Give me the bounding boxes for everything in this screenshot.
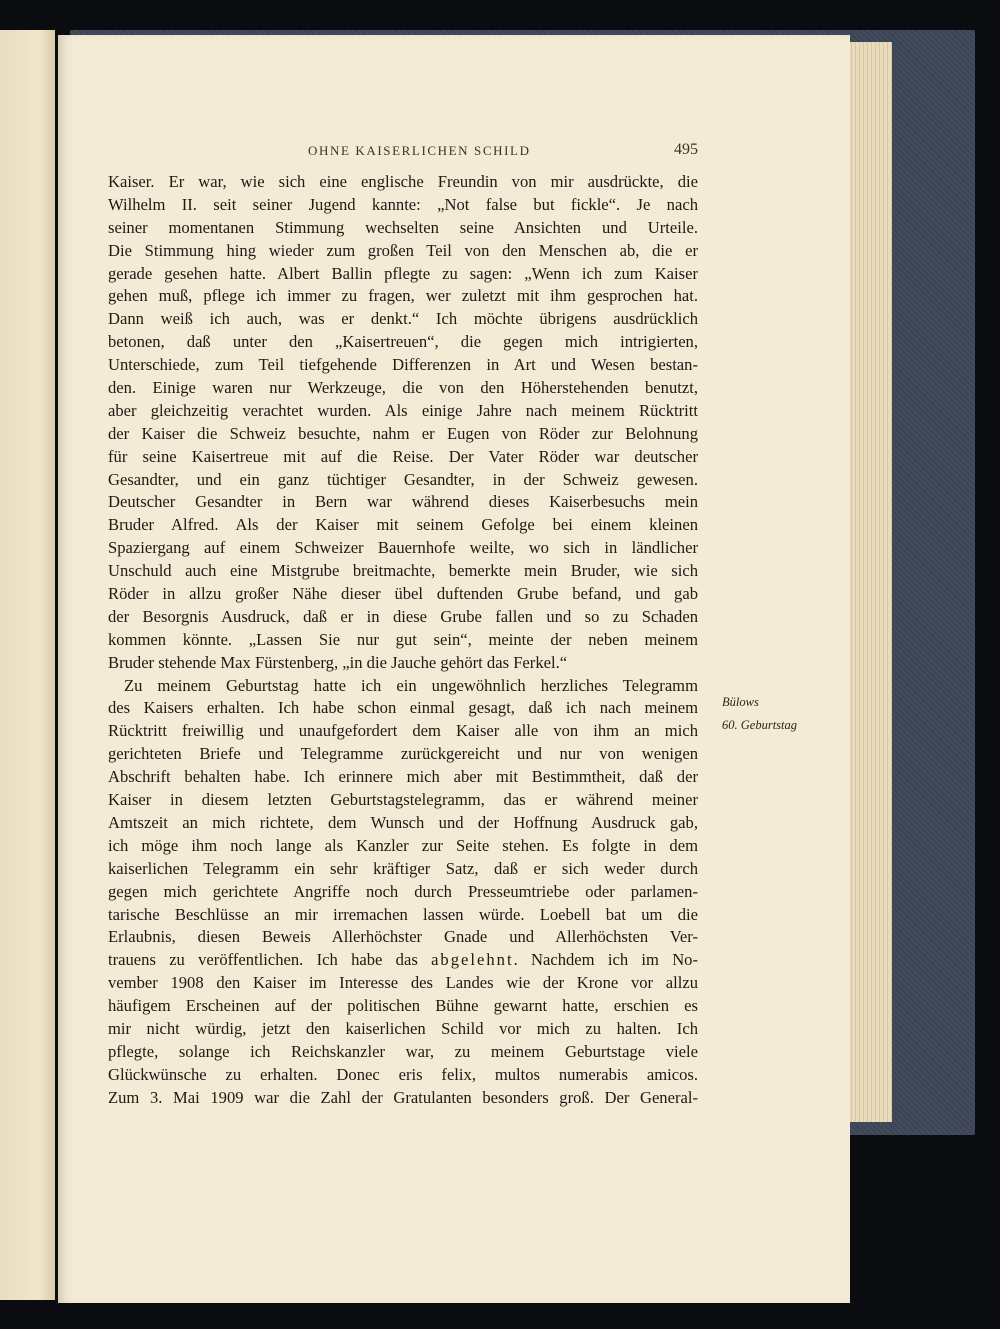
running-head — [108, 143, 698, 163]
text-line: tarische Beschlüsse an mir irremachen lassen würde. Loebell bat um die — [108, 904, 698, 924]
body-text — [108, 171, 698, 1110]
text-line: Die Stimmung hing wieder zum großen Teil von den Menschen ab, die er — [108, 240, 698, 260]
text-line: Abschrift behalten habe. Ich erinnere mich aber mit Bestimmtheit, daß der — [108, 767, 698, 787]
text-line: Unschuld auch eine Mistgrube breitmachte, bemerkte mein Bruder, wie sich — [108, 561, 698, 581]
text-line: gegen mich gerichtete Angriffe noch durch Presseumtriebe oder parlamen- — [108, 881, 698, 901]
text-line-emphasis — [108, 949, 698, 972]
text-line: vember 1908 den Kaiser im Interesse des Landes wie der Krone vor allzu — [108, 973, 698, 993]
text-line: pflegte, solange ich Reichskanzler war, zu meinem Geburtstage viele — [108, 1041, 698, 1061]
text-line: Spaziergang auf einem Schweizer Bauernhofe weilte, wo sich in ländlicher — [108, 538, 698, 558]
text-line: Gesandter, und ein ganz tüchtiger Gesandter, in der Schweiz gewesen. — [108, 469, 698, 489]
text-line: ich möge ihm noch lange als Kanzler zur Seite stehen. Es folgte in dem — [108, 835, 698, 855]
marginal-note-line: 60. Geburtstag — [722, 717, 797, 732]
text-line: des Kaisers erhalten. Ich habe schon einmal gesagt, daß ich nach meinem — [108, 698, 698, 718]
text-line: Bruder stehende Max Fürstenberg, „in die Jauche gehört das Ferkel.“ — [108, 652, 568, 672]
page-number: 495 — [674, 141, 698, 158]
text-line: gehen muß, pflege ich immer zu fragen, wer zuletzt mit ihm gesprochen hat. — [108, 286, 698, 306]
text-line: Rücktritt freiwillig und unaufgefordert dem Kaiser alle von ihm an mich — [108, 721, 698, 741]
facing-page-edge — [0, 30, 55, 1300]
text-line: Röder in allzu großer Nähe dieser übel duftenden Grube befand, und gab — [108, 584, 698, 604]
text-line: kommen könnte. „Lassen Sie nur gut sein“, meinte der neben meinem — [108, 629, 698, 649]
text-line: den. Einige waren nur Werkzeuge, die von den Höherstehenden benutzt, — [108, 378, 698, 398]
text-line: Zum 3. Mai 1909 war die Zahl der Gratulanten besonders groß. Der General- — [108, 1087, 698, 1107]
text-line: häufigem Erscheinen auf der politischen Bühne gewarnt hatte, erschien es — [108, 996, 698, 1016]
text-line: Dann weiß ich auch, was er denkt.“ Ich möchte übrigens ausdrücklich — [108, 309, 698, 329]
text-line: Kaiser in diesem letzten Geburtstagstelegramm, das er während meiner — [108, 790, 698, 810]
running-head-title: OHNE KAISERLICHEN SCHILD — [308, 143, 531, 158]
text-line: Amtszeit an mich richtete, dem Wunsch und der Hoffnung Ausdruck gab, — [108, 812, 698, 832]
text-segment: . Nachdem ich im No- — [513, 950, 698, 970]
text-line: Wilhelm II. seit seiner Jugend kannte: „Not false but fickle“. Je nach — [108, 194, 698, 214]
text-line: Bruder Alfred. Als der Kaiser mit seinem Gefolge bei einem kleinen — [108, 515, 698, 535]
text-line: Kaiser. Er war, wie sich eine englische Freundin von mir ausdrückte, die — [108, 172, 698, 191]
marginal-note — [722, 691, 797, 736]
text-line: kaiserlichen Telegramm ein sehr kräftiger Satz, daß er sich weder durch — [108, 858, 698, 878]
spaced-emphasis: abgelehnt — [431, 950, 514, 970]
text-line: Zu meinem Geburtstag hatte ich ein ungewöhnlich herzliches Telegramm — [124, 675, 698, 695]
text-line: mir nicht würdig, jetzt den kaiserlichen Schild vor mich zu halten. Ich — [108, 1018, 698, 1038]
text-line: Unterschiede, zum Teil tiefgehende Differenzen in Art und Wesen bestan- — [108, 355, 698, 375]
text-line: seiner momentanen Stimmung wechselten seine Ansichten und Urteile. — [108, 217, 698, 237]
text-line: gerichteten Briefe und Telegramme zurückgereicht und nur von wenigen — [108, 744, 698, 764]
text-line: gerade gesehen hatte. Albert Ballin pflegte zu sagen: „Wenn ich zum Kaiser — [108, 263, 698, 283]
text-line: aber gleichzeitig verachtet wurden. Als einige Jahre nach meinem Rücktritt — [108, 400, 698, 420]
page-stack-edge — [848, 42, 892, 1122]
text-line: der Besorgnis Ausdruck, daß er in diese Grube fallen und so zu Schaden — [108, 606, 698, 626]
text-segment: trauens zu veröffentlichen. Ich habe das — [108, 950, 418, 970]
text-line: Glückwünsche zu erhalten. Donec eris felix, multos numerabis amicos. — [108, 1064, 698, 1084]
text-line: für seine Kaisertreue mit auf die Reise. Der Vater Röder war deutscher — [108, 446, 698, 466]
text-line: der Kaiser die Schweiz besuchte, nahm er Eugen von Röder zur Belohnung — [108, 423, 698, 443]
text-line: betonen, daß unter den „Kaisertreuen“, die gegen mich intrigierten, — [108, 332, 698, 352]
marginal-note-line: Bülows — [722, 695, 759, 709]
text-line: Deutscher Gesandter in Bern war während dieses Kaiserbesuchs mein — [108, 492, 698, 512]
text-line: Erlaubnis, diesen Beweis Allerhöchster Gnade und Allerhöchsten Ver- — [108, 927, 698, 947]
